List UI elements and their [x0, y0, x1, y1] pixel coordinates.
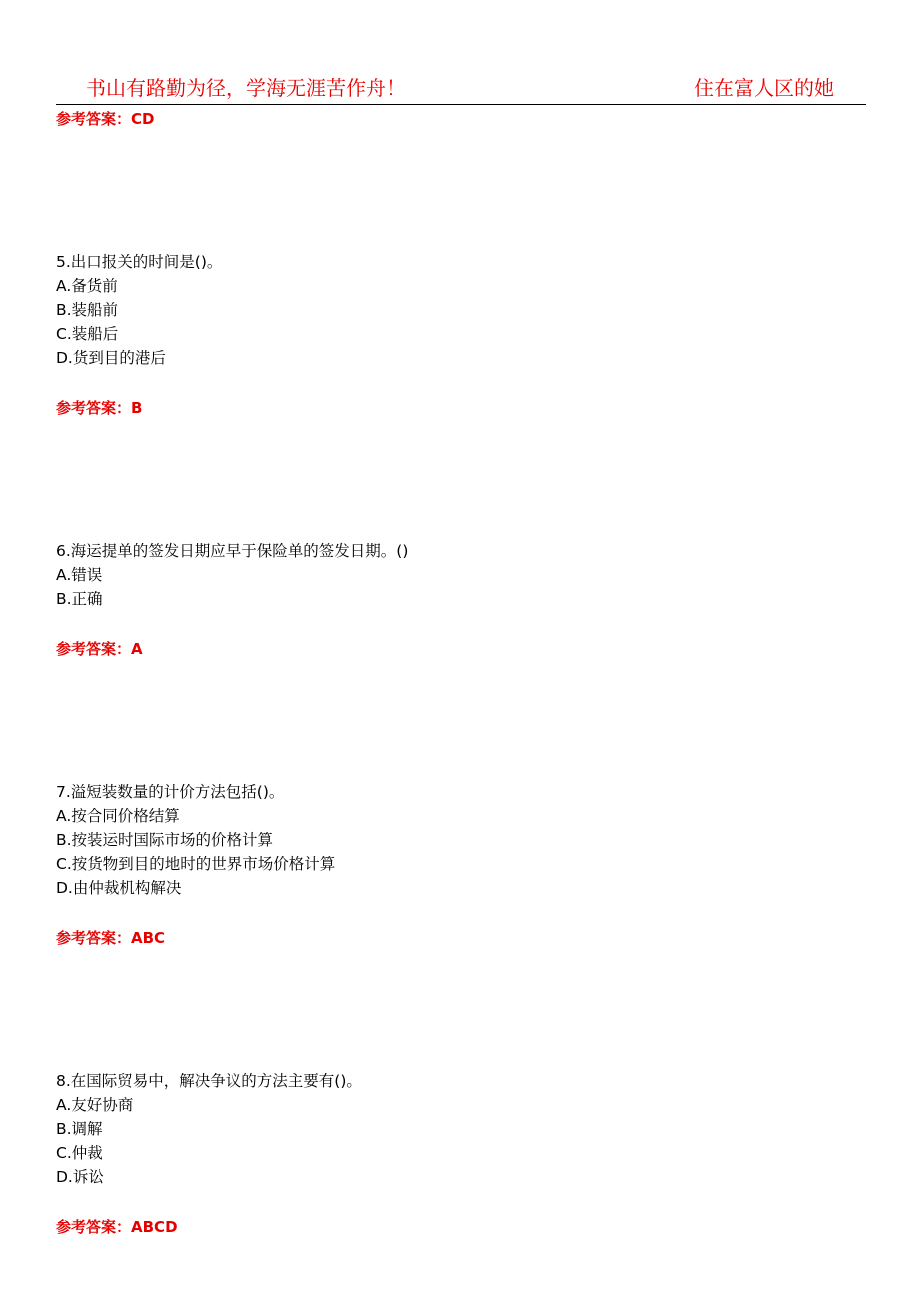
- question-6: [56, 539, 408, 611]
- answer-line-8: [56, 1216, 178, 1237]
- option-a: A.备货前: [56, 277, 118, 295]
- option-a: A.按合同价格结算: [56, 807, 180, 825]
- answer-line-prev: [56, 108, 154, 129]
- answer-value: ABCD: [131, 1218, 178, 1236]
- answer-value: CD: [131, 110, 155, 128]
- answer-label: 参考答案：: [56, 110, 132, 128]
- question-stem: 6.海运提单的签发日期应早于保险单的签发日期。(): [56, 542, 409, 560]
- answer-value: B: [131, 399, 143, 417]
- answer-label: 参考答案：: [56, 929, 132, 947]
- option-b: B.正确: [56, 590, 103, 608]
- option-d: D.货到目的港后: [56, 349, 166, 367]
- option-c: C.装船后: [56, 325, 119, 343]
- option-a: A.友好协商: [56, 1096, 134, 1114]
- answer-label: 参考答案：: [56, 640, 132, 658]
- header-motto: 书山有路勤为径，学海无涯苦作舟！: [86, 76, 406, 100]
- option-a: A.错误: [56, 566, 103, 584]
- option-c: C.仲裁: [56, 1144, 103, 1162]
- question-stem: 8.在国际贸易中，解决争议的方法主要有()。: [56, 1072, 362, 1090]
- question-7: [56, 780, 335, 900]
- answer-line-5: [56, 397, 142, 418]
- question-stem: 7.溢短装数量的计价方法包括()。: [56, 783, 285, 801]
- question-5: [56, 250, 222, 370]
- header-author: 住在富人区的她: [694, 76, 834, 100]
- option-b: B.调解: [56, 1120, 103, 1138]
- answer-value: A: [131, 640, 143, 658]
- option-d: D.诉讼: [56, 1168, 104, 1186]
- answer-line-7: [56, 927, 165, 948]
- option-b: B.按装运时国际市场的价格计算: [56, 831, 274, 849]
- answer-label: 参考答案：: [56, 399, 132, 417]
- answer-label: 参考答案：: [56, 1218, 132, 1236]
- page-header: [56, 70, 866, 105]
- option-b: B.装船前: [56, 301, 119, 319]
- question-8: [56, 1069, 362, 1189]
- option-d: D.由仲裁机构解决: [56, 879, 182, 897]
- option-c: C.按货物到目的地时的世界市场价格计算: [56, 855, 336, 873]
- answer-value: ABC: [131, 929, 166, 947]
- question-stem: 5.出口报关的时间是()。: [56, 253, 223, 271]
- answer-line-6: [56, 638, 143, 659]
